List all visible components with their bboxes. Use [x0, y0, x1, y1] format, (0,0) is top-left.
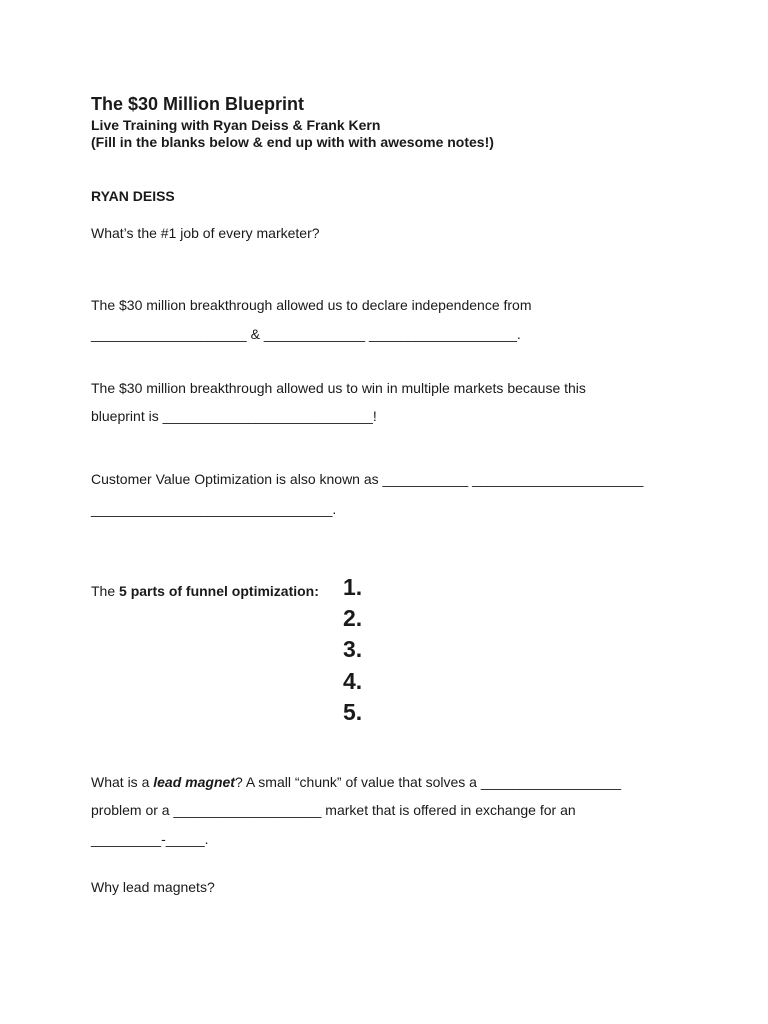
funnel-prefix: The [91, 583, 120, 599]
lead-magnet-text-b: ? A small “chunk” of value that solves a __________________ [234, 774, 622, 790]
funnel-number-3: 3. [343, 636, 363, 662]
section-heading: RYAN DEISS [91, 188, 175, 204]
funnel-number-5: 5. [343, 699, 363, 725]
funnel-number-4: 4. [343, 668, 363, 694]
funnel-bold-label: 5 parts of funnel optimization: [119, 583, 319, 599]
lead-magnet-text-a: What is a [91, 774, 154, 790]
lead-magnet-line-2: problem or a ___________________ market that is offered in exchange for an [91, 802, 576, 818]
funnel-number-1: 1. [343, 574, 363, 600]
question-3-line-1: The $30 million breakthrough allowed us to win in multiple markets because this [91, 380, 586, 396]
why-lead-magnets: Why lead magnets? [91, 879, 215, 895]
question-2-line-2: ____________________ & _____________ ___________________. [91, 326, 521, 342]
question-4-line-1: Customer Value Optimization is also known as ___________ ______________________ [91, 471, 644, 487]
question-4-line-2: _______________________________. [91, 501, 337, 517]
question-1: What’s the #1 job of every marketer? [91, 225, 320, 241]
question-2-line-1: The $30 million breakthrough allowed us to declare independence from [91, 297, 532, 313]
question-3-line-2: blueprint is ___________________________! [91, 408, 377, 424]
lead-magnet-term: lead magnet [153, 774, 235, 790]
page-title: The $30 Million Blueprint [91, 94, 305, 114]
funnel-parts-label [91, 581, 319, 601]
lead-magnet-line-3: _________-_____. [91, 831, 209, 847]
lead-magnet-line-1 [91, 772, 621, 792]
funnel-number-2: 2. [343, 605, 363, 631]
page-subtitle: Live Training with Ryan Deiss & Frank Kern [91, 117, 381, 133]
page-instructions: (Fill in the blanks below & end up with with awesome notes!) [91, 134, 494, 150]
